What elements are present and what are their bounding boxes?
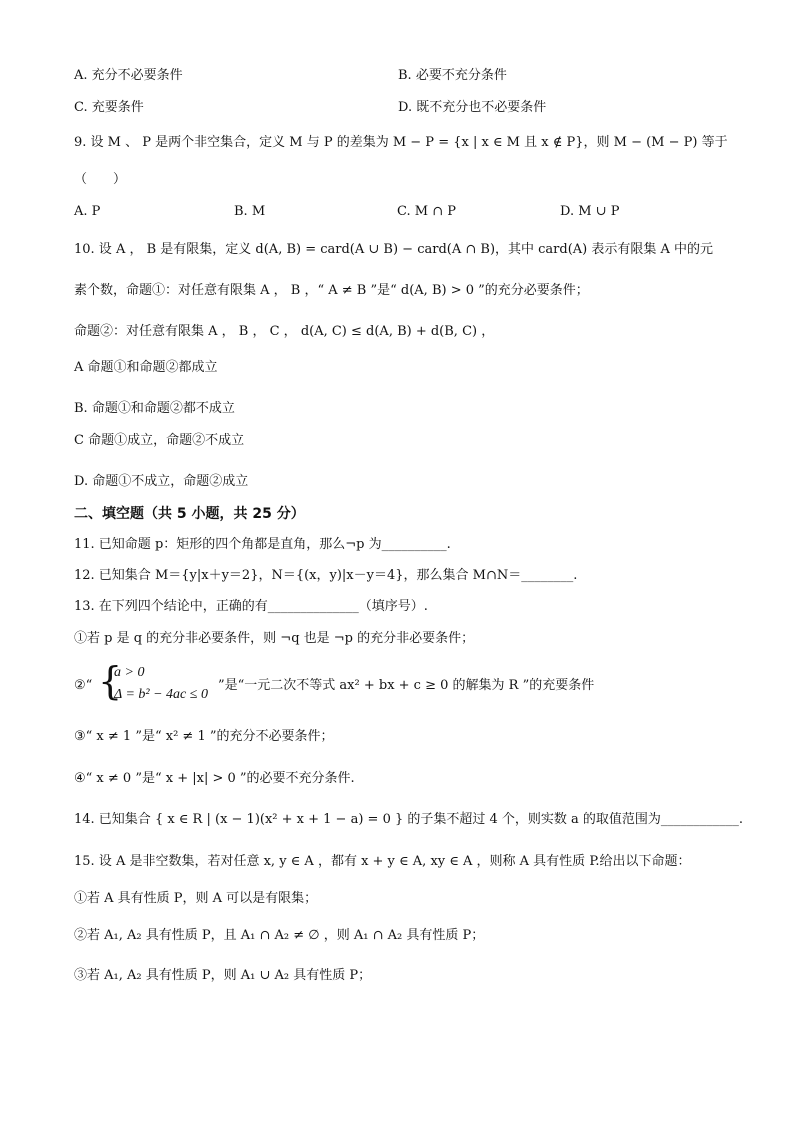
q11-text: 11. 已知命题 p：矩形的四个角都是直角，那么¬p 为__________. <box>74 537 451 552</box>
q9-option-c: C. M ∩ P <box>397 204 456 219</box>
q8-option-b: B. 必要不充分条件 <box>398 68 507 83</box>
q10-option-c: C 命题①成立，命题②不成立 <box>74 433 245 448</box>
q13-statement-4: ④“ x ≠ 0 ”是“ x + |x| > 0 ”的必要不充分条件. <box>74 771 355 786</box>
q15-statement-1: ①若 A 具有性质 P，则 A 可以是有限集； <box>74 891 318 906</box>
q8-option-d: D. 既不充分也不必要条件 <box>398 100 547 115</box>
q9-stem: 9. 设 M 、 P 是两个非空集合，定义 M 与 P 的差集为 M − P = {x | x ∈ M 且 x ∉ P}，则 M − (M − P) 等于 <box>74 135 728 150</box>
q15-stem: 15. 设 A 是非空数集，若对任意 x, y ∈ A ，都有 x + y ∈ A, xy ∈ A ，则称 A 具有性质 P.给出以下命题： <box>74 854 691 869</box>
q10-line2: 素个数，命题①：对任意有限集 A ， B ，“ A ≠ B ”是“ d(A, B) > 0 ”的充分必要条件； <box>74 283 589 298</box>
q13-condition-2: Δ = b² − 4ac ≤ 0 <box>114 687 208 702</box>
q13-statement-3: ③“ x ≠ 1 ”是“ x² ≠ 1 ”的充分不必要条件； <box>74 729 334 744</box>
q15-statement-3: ③若 A₁, A₂ 具有性质 P，则 A₁ ∪ A₂ 具有性质 P； <box>74 968 372 983</box>
q13-statement-2-label: ②“ <box>74 678 93 693</box>
q12-text: 12. 已知集合 M＝{y|x＋y＝2}，N＝{(x，y)|x－y＝4}，那么集合 M∩N＝________. <box>74 568 578 583</box>
q10-option-b: B. 命题①和命题②都不成立 <box>74 401 235 416</box>
q13-statement-2-rest: ”是“一元二次不等式 ax² + bx + c ≥ 0 的解集为 R ”的充要条件 <box>218 678 595 693</box>
system-brace-icon: { <box>98 659 123 703</box>
q10-option-d: D. 命题①不成立，命题②成立 <box>74 474 249 489</box>
q9-option-a: A. P <box>74 204 101 219</box>
q9-option-b: B. M <box>234 204 266 219</box>
q15-statement-2: ②若 A₁, A₂ 具有性质 P，且 A₁ ∩ A₂ ≠ ∅ ，则 A₁ ∩ A₂ 具有性质 P； <box>74 928 485 943</box>
q10-option-a: A 命题①和命题②都成立 <box>74 360 218 375</box>
q9-paren: （ ） <box>74 172 127 187</box>
q13-stem: 13. 在下列四个结论中，正确的有______________（填序号）. <box>74 599 428 614</box>
q8-option-c: C. 充要条件 <box>74 100 144 115</box>
q14-text: 14. 已知集合 { x ∈ R | (x − 1)(x² + x + 1 − a) = 0 } 的子集不超过 4 个，则实数 a 的取值范围为____________. <box>74 812 744 827</box>
q13-statement-1: ①若 p 是 q 的充分非必要条件，则 ¬q 也是 ¬p 的充分非必要条件； <box>74 631 475 646</box>
q8-option-a: A. 充分不必要条件 <box>74 68 183 83</box>
q9-option-d: D. M ∪ P <box>560 204 620 219</box>
section-title: 二、填空题（共 5 小题，共 25 分） <box>74 506 305 522</box>
q13-condition-1: a > 0 <box>114 665 145 680</box>
q10-line3: 命题②：对任意有限集 A ， B ， C ， d(A, C) ≤ d(A, B) + d(B, C) ， <box>74 324 495 339</box>
q10-line1: 10. 设 A ， B 是有限集，定义 d(A, B) = card(A ∪ B) − card(A ∩ B)，其中 card(A) 表示有限集 A 中的元 <box>74 242 714 257</box>
